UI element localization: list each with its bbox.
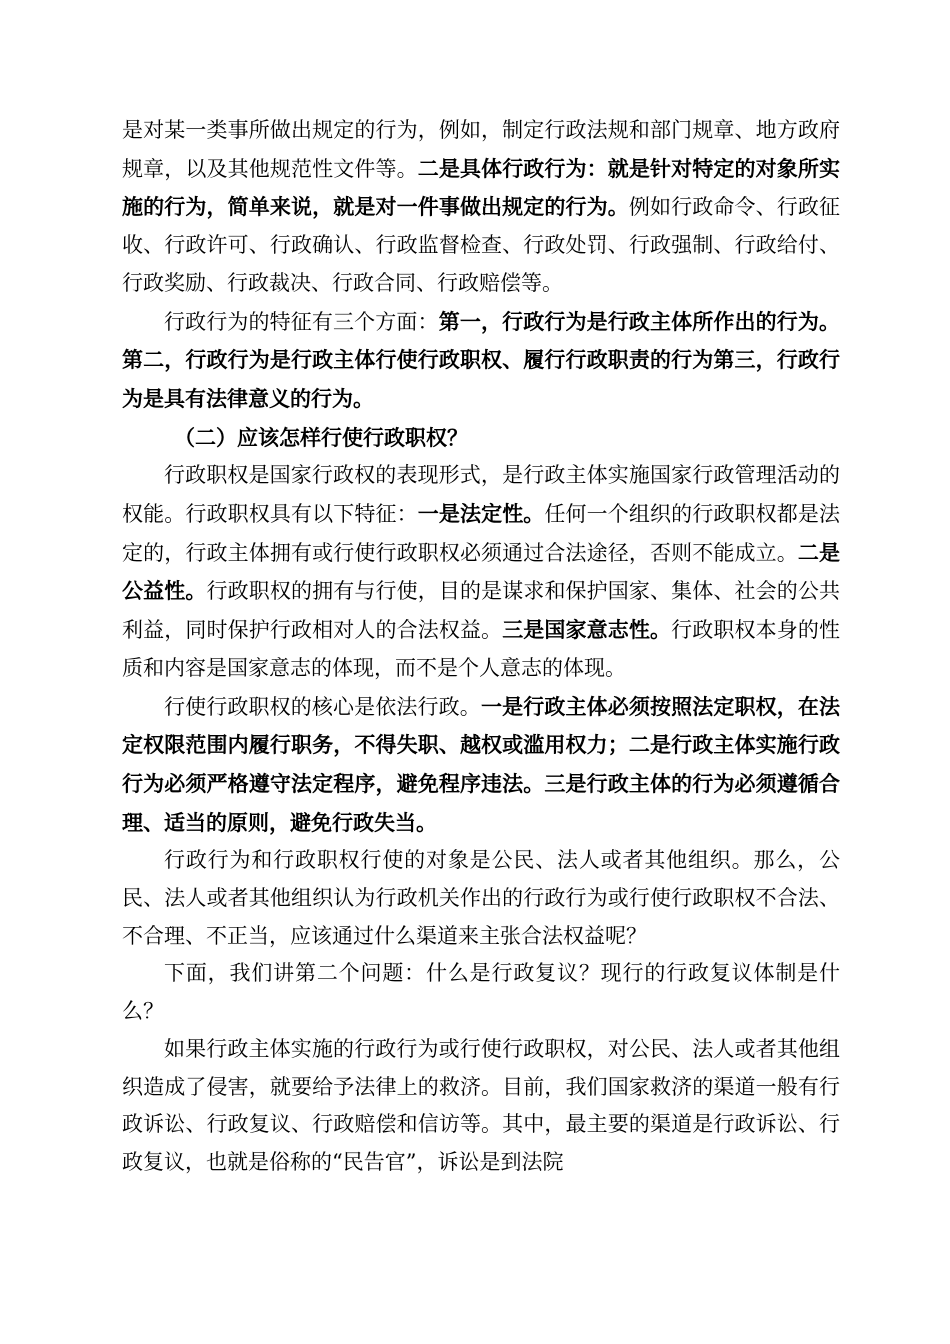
bold-text-run: 一是法定性。 [417,501,545,527]
bold-text-run: 第一，行政行为是行政主体所作出的行为。第二，行政行为是行政主体行使行政职权、履行行政职责的行为第三，行政行为是具有法律意义的行为。 [122,308,841,411]
paragraph-2 [122,303,840,419]
text-run: 行使行政职权的核心是依法行政。 [164,694,481,719]
text-run: 如果行政主体实施的行政行为或行使行政职权，对公民、法人或者其他组织造成了侵害，就要给予法律上的救济。目前，我们国家救济的渠道一般有行政诉讼、行政复议、行政赔偿和信访等。其中，最主要的渠道是行政诉讼、行政复议，也就是俗称的“民告官”，诉讼是到法院 [122,1036,840,1174]
paragraph-6 [122,955,840,1030]
text-run: 行政职权是国家行政权的表现形式，是行政主体实施国家行政管理活动的权能。行政职权具有以下特征： [122,463,840,527]
paragraph-3 [122,457,840,687]
text-run: 下面，我们讲第二个问题：什么是行政复议？现行的行政复议体制是什么？ [122,961,840,1024]
text-run: 是对某一类事所做出规定的行为，例如，制定行政法规和部门规章、地方政府规章，以及其他规范性文件等。 [122,118,840,181]
bold-text-run: 二是具体行政行为：就是针对特定的对象所实施的行为，简单来说，就是对一件事做出规定的行为。 [122,155,841,220]
text-run: 任何一个组织的行政职权都是法定的，行政主体拥有或行使行政职权必须通过合法途径，否则不能成立。 [122,502,841,565]
bold-text-run: 三是国家意志性。 [502,617,672,643]
heading-text: （二）应该怎样行使行政职权？ [174,424,468,450]
bold-text-run: 一是行政主体必须按照法定职权，在法定权限范围内履行职务，不得失职、越权或滥用权力；二是行政主体实施行政行为必须严格遵守法定程序，避免程序违法。三是行政主体的行为必须遵循合理、适当的原则，避免行政失当。 [122,693,841,835]
section-heading [122,419,840,458]
text-run: 行政行为和行政职权行使的对象是公民、法人或者其他组织。那么，公民、法人或者其他组织认为行政机关作出的行政行为或行使行政职权不合法、不合理、不正当，应该通过什么渠道来主张合法权益呢？ [122,848,840,948]
paragraph-5 [122,842,840,955]
paragraph-4 [122,688,840,843]
text-run: 行政职权的拥有与行使，目的是谋求和保护国家、集体、社会的公共利益，同时保护行政相对人的合法权益。 [122,579,841,643]
text-run: 行政行为的特征有三个方面： [164,309,439,334]
document-page [122,112,840,1182]
bold-text-run: 二是公益性。 [122,539,841,604]
paragraph-7 [122,1031,840,1182]
paragraph-1 [122,112,840,303]
text-run: 行政职权本身的性质和内容是国家意志的体现，而不是个人意志的体现。 [122,618,841,680]
text-run: 例如行政命令、行政征收、行政许可、行政确认、行政监督检查、行政处罚、行政强制、行政给付、行政奖励、行政裁决、行政合同、行政赔偿等。 [122,195,841,295]
